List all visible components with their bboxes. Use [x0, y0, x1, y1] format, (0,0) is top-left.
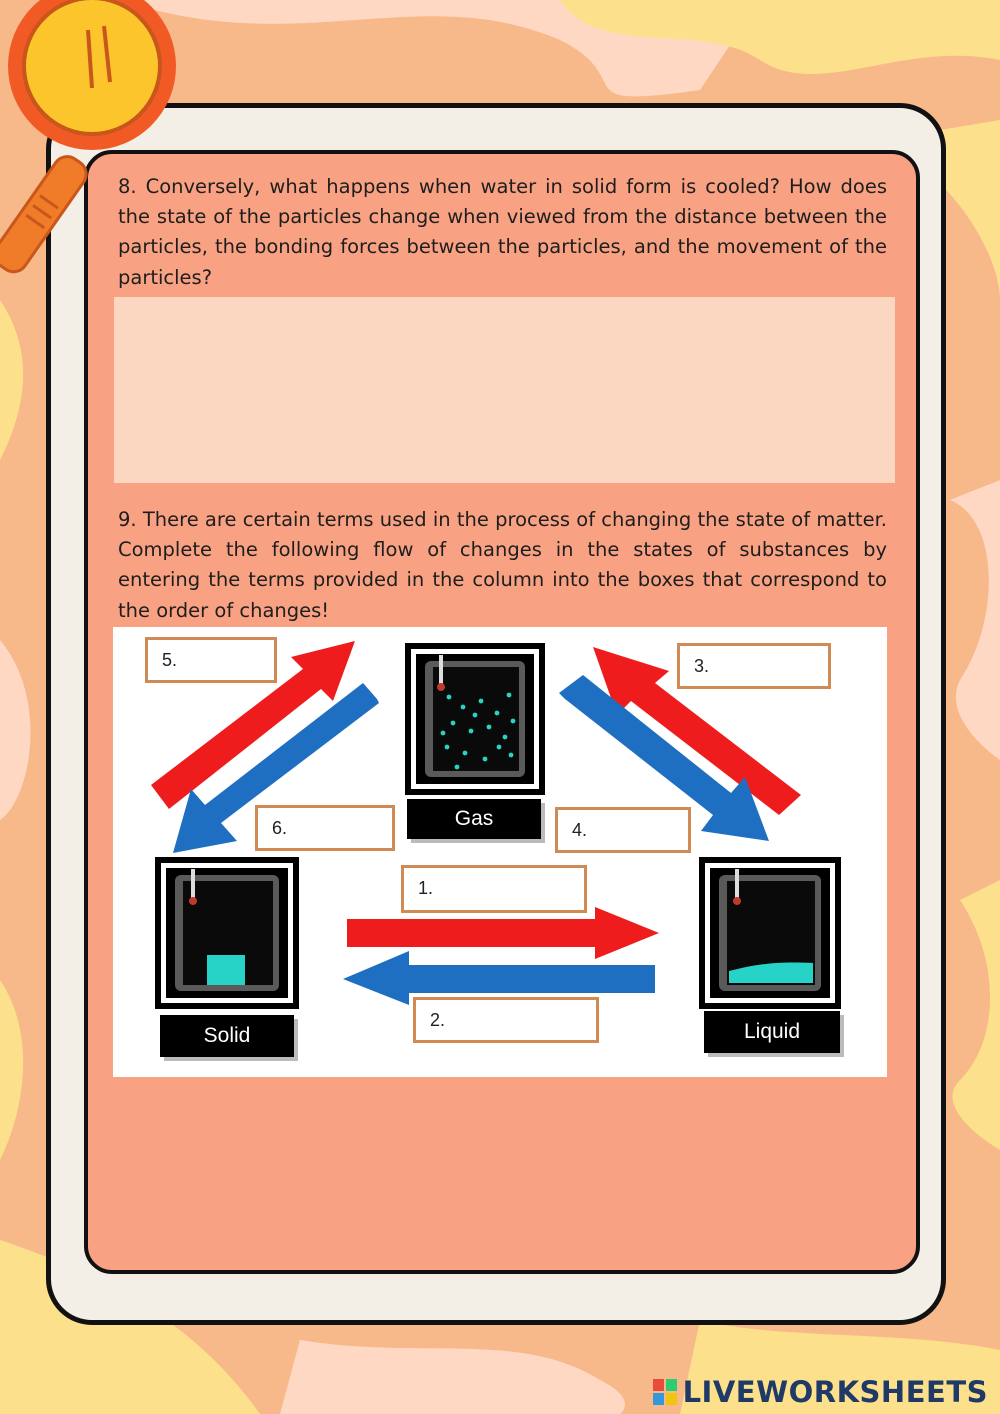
liquid-container: [699, 857, 841, 1009]
question-8-text: 8. Conversely, what happens when water in solid form is cooled? How does the state of the particles change when viewed from the distance between the particles, the bonding forces between the particles, and the movement of the particles?: [118, 175, 887, 289]
brand-name: LIVEWORKSHEETS: [682, 1375, 988, 1409]
liquid-label: Liquid: [704, 1011, 840, 1053]
solid-container: [155, 857, 299, 1009]
gas-label: Gas: [407, 799, 541, 839]
answer-8-input[interactable]: [114, 297, 895, 483]
question-9-text: 9. There are certain terms used in the process of changing the state of matter. Complete the following flow of changes in the states of substances by entering the terms provided in the column into the boxes that correspond to the order of changes!: [118, 508, 887, 622]
box-3-input[interactable]: 3.: [677, 643, 831, 689]
box-1-input[interactable]: 1.: [401, 865, 587, 913]
melting-arrow: [347, 907, 659, 959]
liveworksheets-logo-icon: [653, 1379, 677, 1405]
solid-label: Solid: [160, 1015, 294, 1057]
box-4-input[interactable]: 4.: [555, 807, 691, 853]
state-change-diagram: [113, 627, 887, 1077]
box-5-input[interactable]: 5.: [145, 637, 277, 683]
gas-container: [405, 643, 545, 795]
box-2-input[interactable]: 2.: [413, 997, 599, 1043]
box-6-input[interactable]: 6.: [255, 805, 395, 851]
liveworksheets-brand: [653, 1374, 988, 1410]
thermometer-icon: [439, 655, 443, 685]
